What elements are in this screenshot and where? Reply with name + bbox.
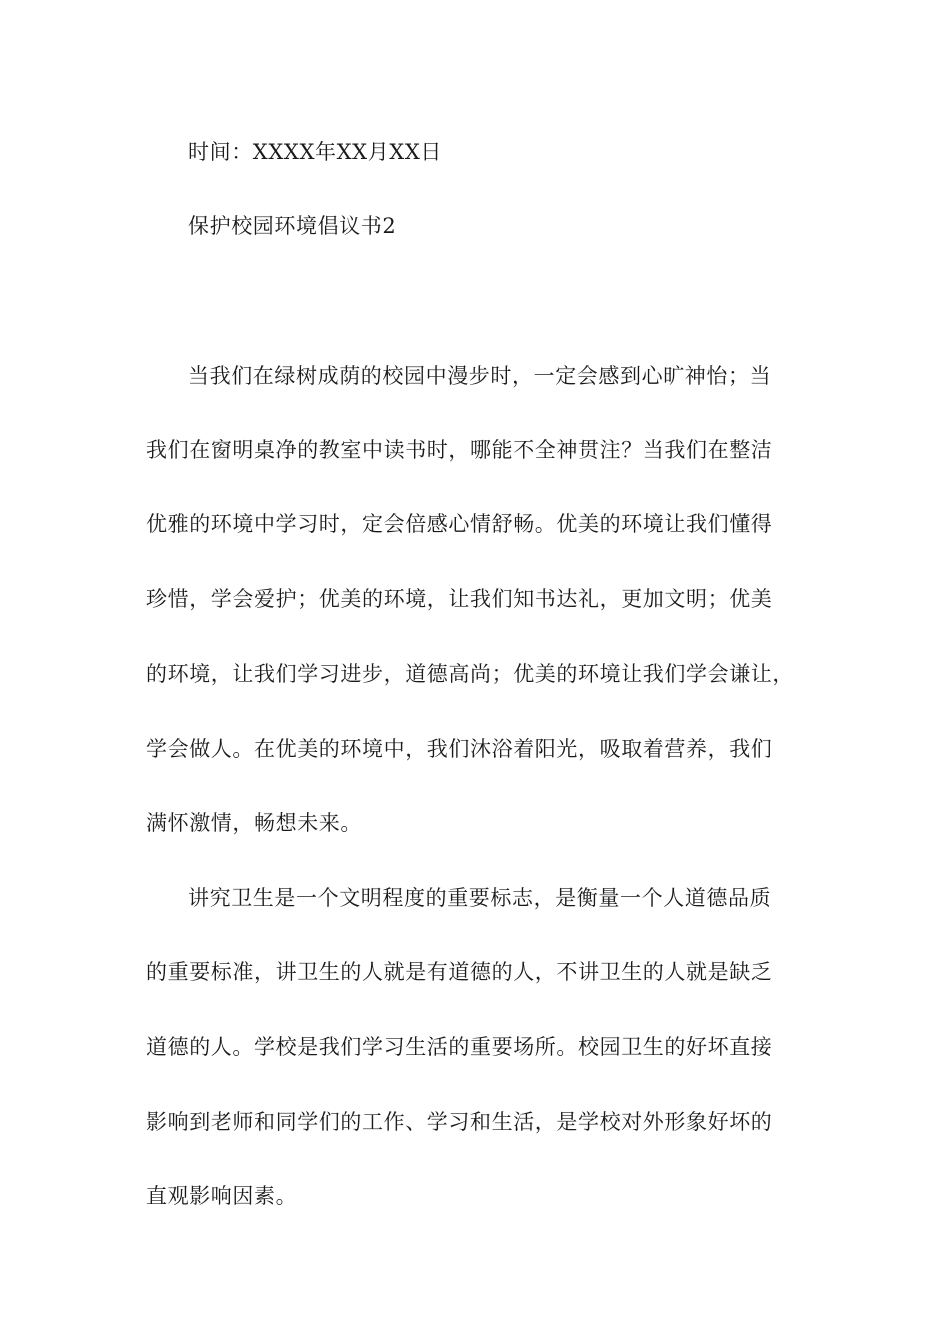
date-line: 时间：XXXX年XX月XX日: [188, 140, 443, 164]
document-title: 保护校园环境倡议书2: [188, 214, 397, 238]
paragraph-line: 的环境，让我们学习进步，道德高尚；优美的环境让我们学会谦让，: [146, 662, 794, 686]
paragraph-line: 直观影响因素。: [146, 1184, 298, 1208]
paragraph-line: 的重要标准，讲卫生的人就是有道德的人，不讲卫生的人就是缺乏: [146, 960, 773, 984]
paragraph-line: 优雅的环境中学习时，定会倍感心情舒畅。优美的环境让我们懂得: [146, 512, 773, 536]
paragraph-line: 珍惜，学会爱护；优美的环境，让我们知书达礼，更加文明；优美: [146, 587, 773, 611]
paragraph-line: 当我们在绿树成荫的校园中漫步时，一定会感到心旷神怡；当: [188, 364, 772, 388]
paragraph-line: 我们在窗明桌净的教室中读书时，哪能不全神贯注？当我们在整洁: [146, 438, 773, 462]
paragraph-line: 满怀激情，畅想未来。: [146, 811, 362, 835]
paragraph-line: 影响到老师和同学们的工作、学习和生活，是学校对外形象好坏的: [146, 1110, 773, 1134]
paragraph-line: 讲究卫生是一个文明程度的重要标志，是衡量一个人道德品质: [188, 886, 772, 910]
paragraph-line: 道德的人。学校是我们学习生活的重要场所。校园卫生的好坏直接: [146, 1035, 773, 1059]
paragraph-line: 学会做人。在优美的环境中，我们沐浴着阳光，吸取着营养，我们: [146, 737, 773, 761]
